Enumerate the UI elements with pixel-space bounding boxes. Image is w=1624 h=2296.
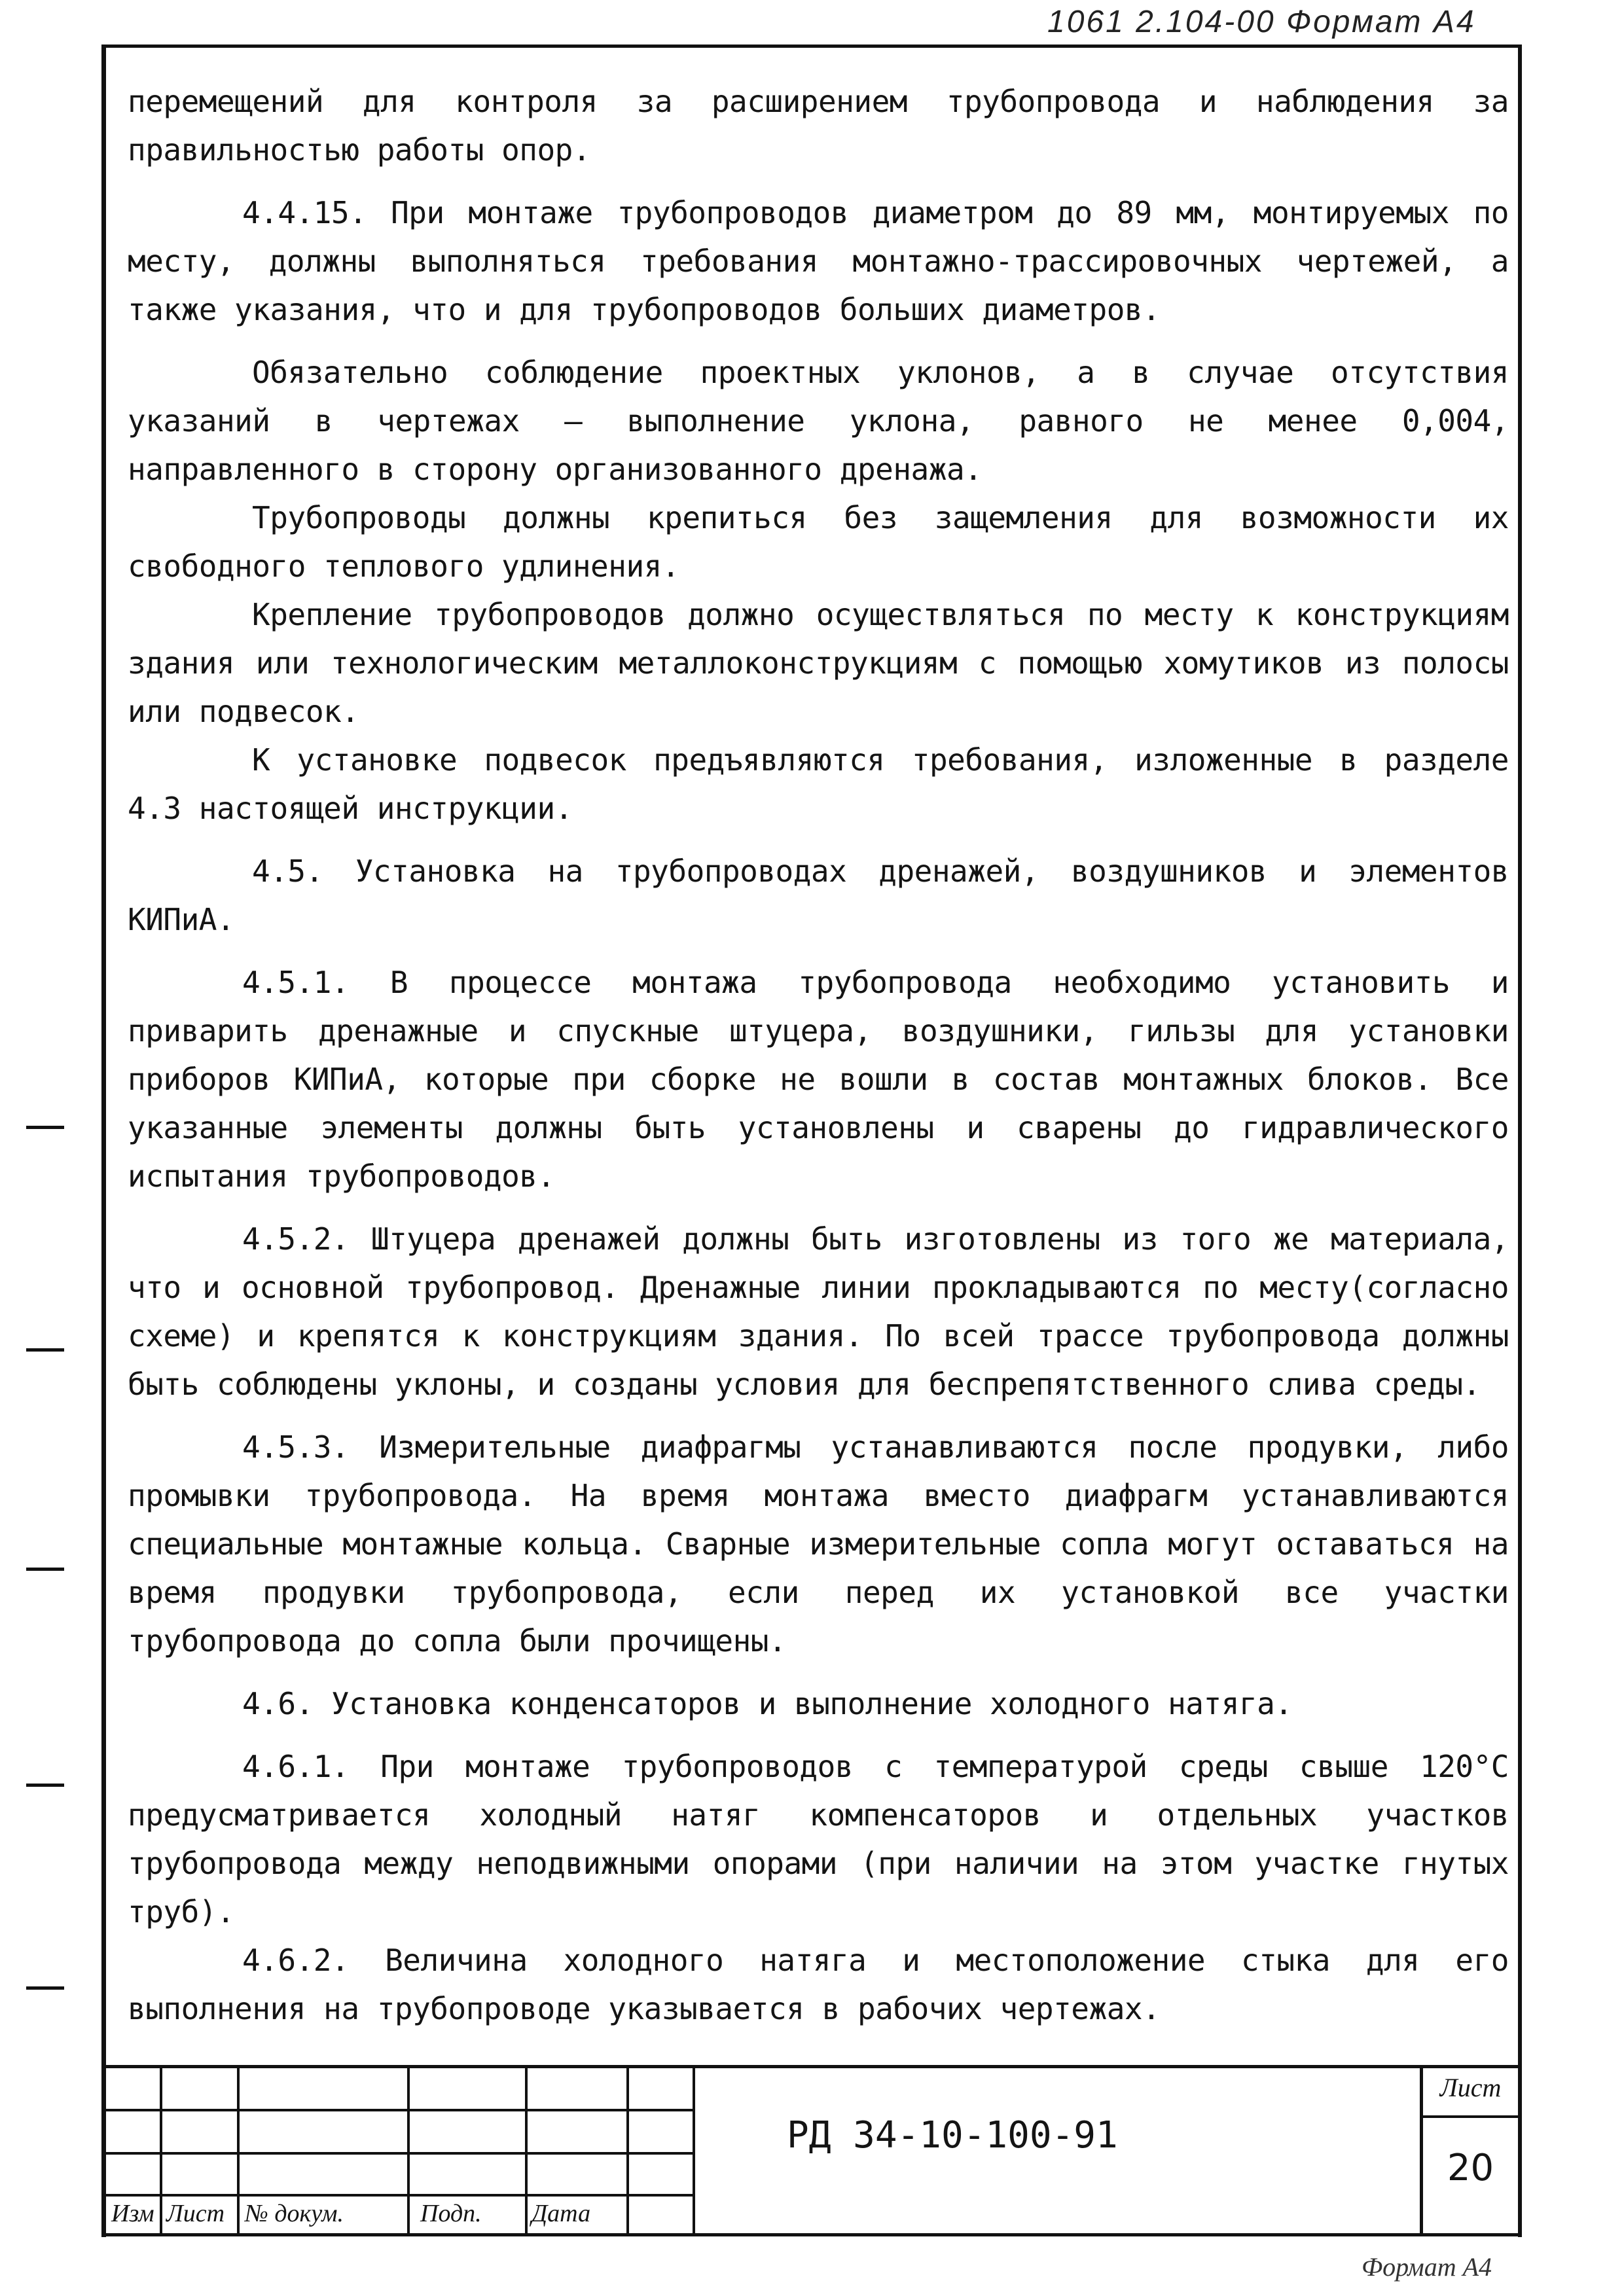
grid-line [160,2068,162,2233]
body-text [128,77,1509,2033]
paragraph: 4.6.2. Величина холодного натяга и местоположение стыка для его выполнения на трубопроводе указывается в рабочих чертежах. [128,1943,1509,2026]
margin-mark [26,1568,64,1571]
label-signature: Подп. [420,2200,482,2227]
document-code: РД 34-10-100-91 [787,2114,1118,2157]
grid-line [237,2068,240,2233]
paragraph: 4.5.3. Измерительные диафрагмы устанавливаются после продувки, либо промывки трубопровода. На время монтажа вместо диафрагм устанавливаются специальные монтажные кольца. Сварные измерительные сопла могут оставаться на время продувки трубопровода, если перед их установкой все участки трубопровода до сопла были прочищены. [128,1429,1509,1659]
paragraph: Крепление трубопроводов должно осуществляться по месту к конструкциям здания или технологическим металлоконструкциям с помощью хомутиков из полосы или подвесок. [128,597,1509,729]
label-date: Дата [532,2200,591,2227]
sheet-divider [1423,2115,1518,2118]
title-block-grid [106,2068,695,2233]
sheet-label: Лист [1439,2073,1502,2102]
paragraph: 4.4.15. При монтаже трубопроводов диаметром до 89 мм, монтируемых по месту, должны выполняться требования монтажно-трассировочных чертежей, а также указания, что и для трубопроводов больших диаметров. [128,195,1509,327]
margin-mark [26,1986,64,1990]
footer-scribble: Формат А4 [1362,2252,1492,2282]
grid-line [525,2068,528,2233]
sheet-number: 20 [1447,2147,1494,2189]
label-document-number: № докум. [245,2200,344,2227]
margin-mark [26,1126,64,1129]
grid-line [106,2194,695,2197]
section-heading: 4.6. Установка конденсаторов и выполнение холодного натяга. [242,1686,1293,1721]
sheet-box [1420,2068,1518,2233]
margin-mark [26,1784,64,1787]
grid-line [693,2068,695,2233]
grid-line [626,2068,629,2233]
paragraph: 4.5.1. В процессе монтажа трубопровода необходимо установить и приварить дренажные и спускные штуцера, воздушники, гильзы для установки приборов КИПиА, которые при сборке не вошли в состав монтажных блоков. Все указанные элементы должны быть установлены и сварены до гидравлического испытания трубопроводов. [128,965,1509,1194]
grid-line [106,2109,695,2111]
label-sheet: Лист [166,2200,225,2227]
grid-line [106,2152,695,2155]
top-stamp: 1061 2.104-00 Формат А4 [1047,5,1476,39]
paragraph: Трубопроводы должны крепиться без защемления для возможности их свободного теплового удлинения. [128,500,1509,584]
paragraph: 4.5.2. Штуцера дренажей должны быть изготовлены из того же материала, что и основной трубопровод. Дренажные линии прокладываются по месту(согласно схеме) и крепятся к конструкциям здания. По всей трассе трубопровода должны быть соблюдены уклоны, и созданы условия для беспрепятственного слива среды. [128,1221,1509,1402]
paragraph: Обязательно соблюдение проектных уклонов, а в случае отсутствия указаний в чертежах – выполнение уклона, равного не менее 0,004, направленного в сторону организованного дренажа. [128,355,1509,487]
section-heading: 4.5. Установка на трубопроводах дренажей, воздушников и элементов КИПиА. [128,853,1509,937]
paragraph: 4.6.1. При монтаже трубопроводов с температурой среды свыше 120°С предусматривается холодный натяг компенсаторов и отдельных участков трубопровода между неподвижными опорами (при наличии на этом участке гнутых труб). [128,1749,1509,1929]
paragraph: К установке подвесок предъявляются требования, изложенные в разделе 4.3 настоящей инструкции. [128,742,1509,826]
title-block [101,2065,1522,2236]
margin-mark [26,1348,64,1352]
label-change: Изм [111,2200,154,2227]
grid-line [407,2068,410,2233]
paragraph: перемещений для контроля за расширением трубопровода и наблюдения за правильностью работы опор. [128,84,1509,168]
